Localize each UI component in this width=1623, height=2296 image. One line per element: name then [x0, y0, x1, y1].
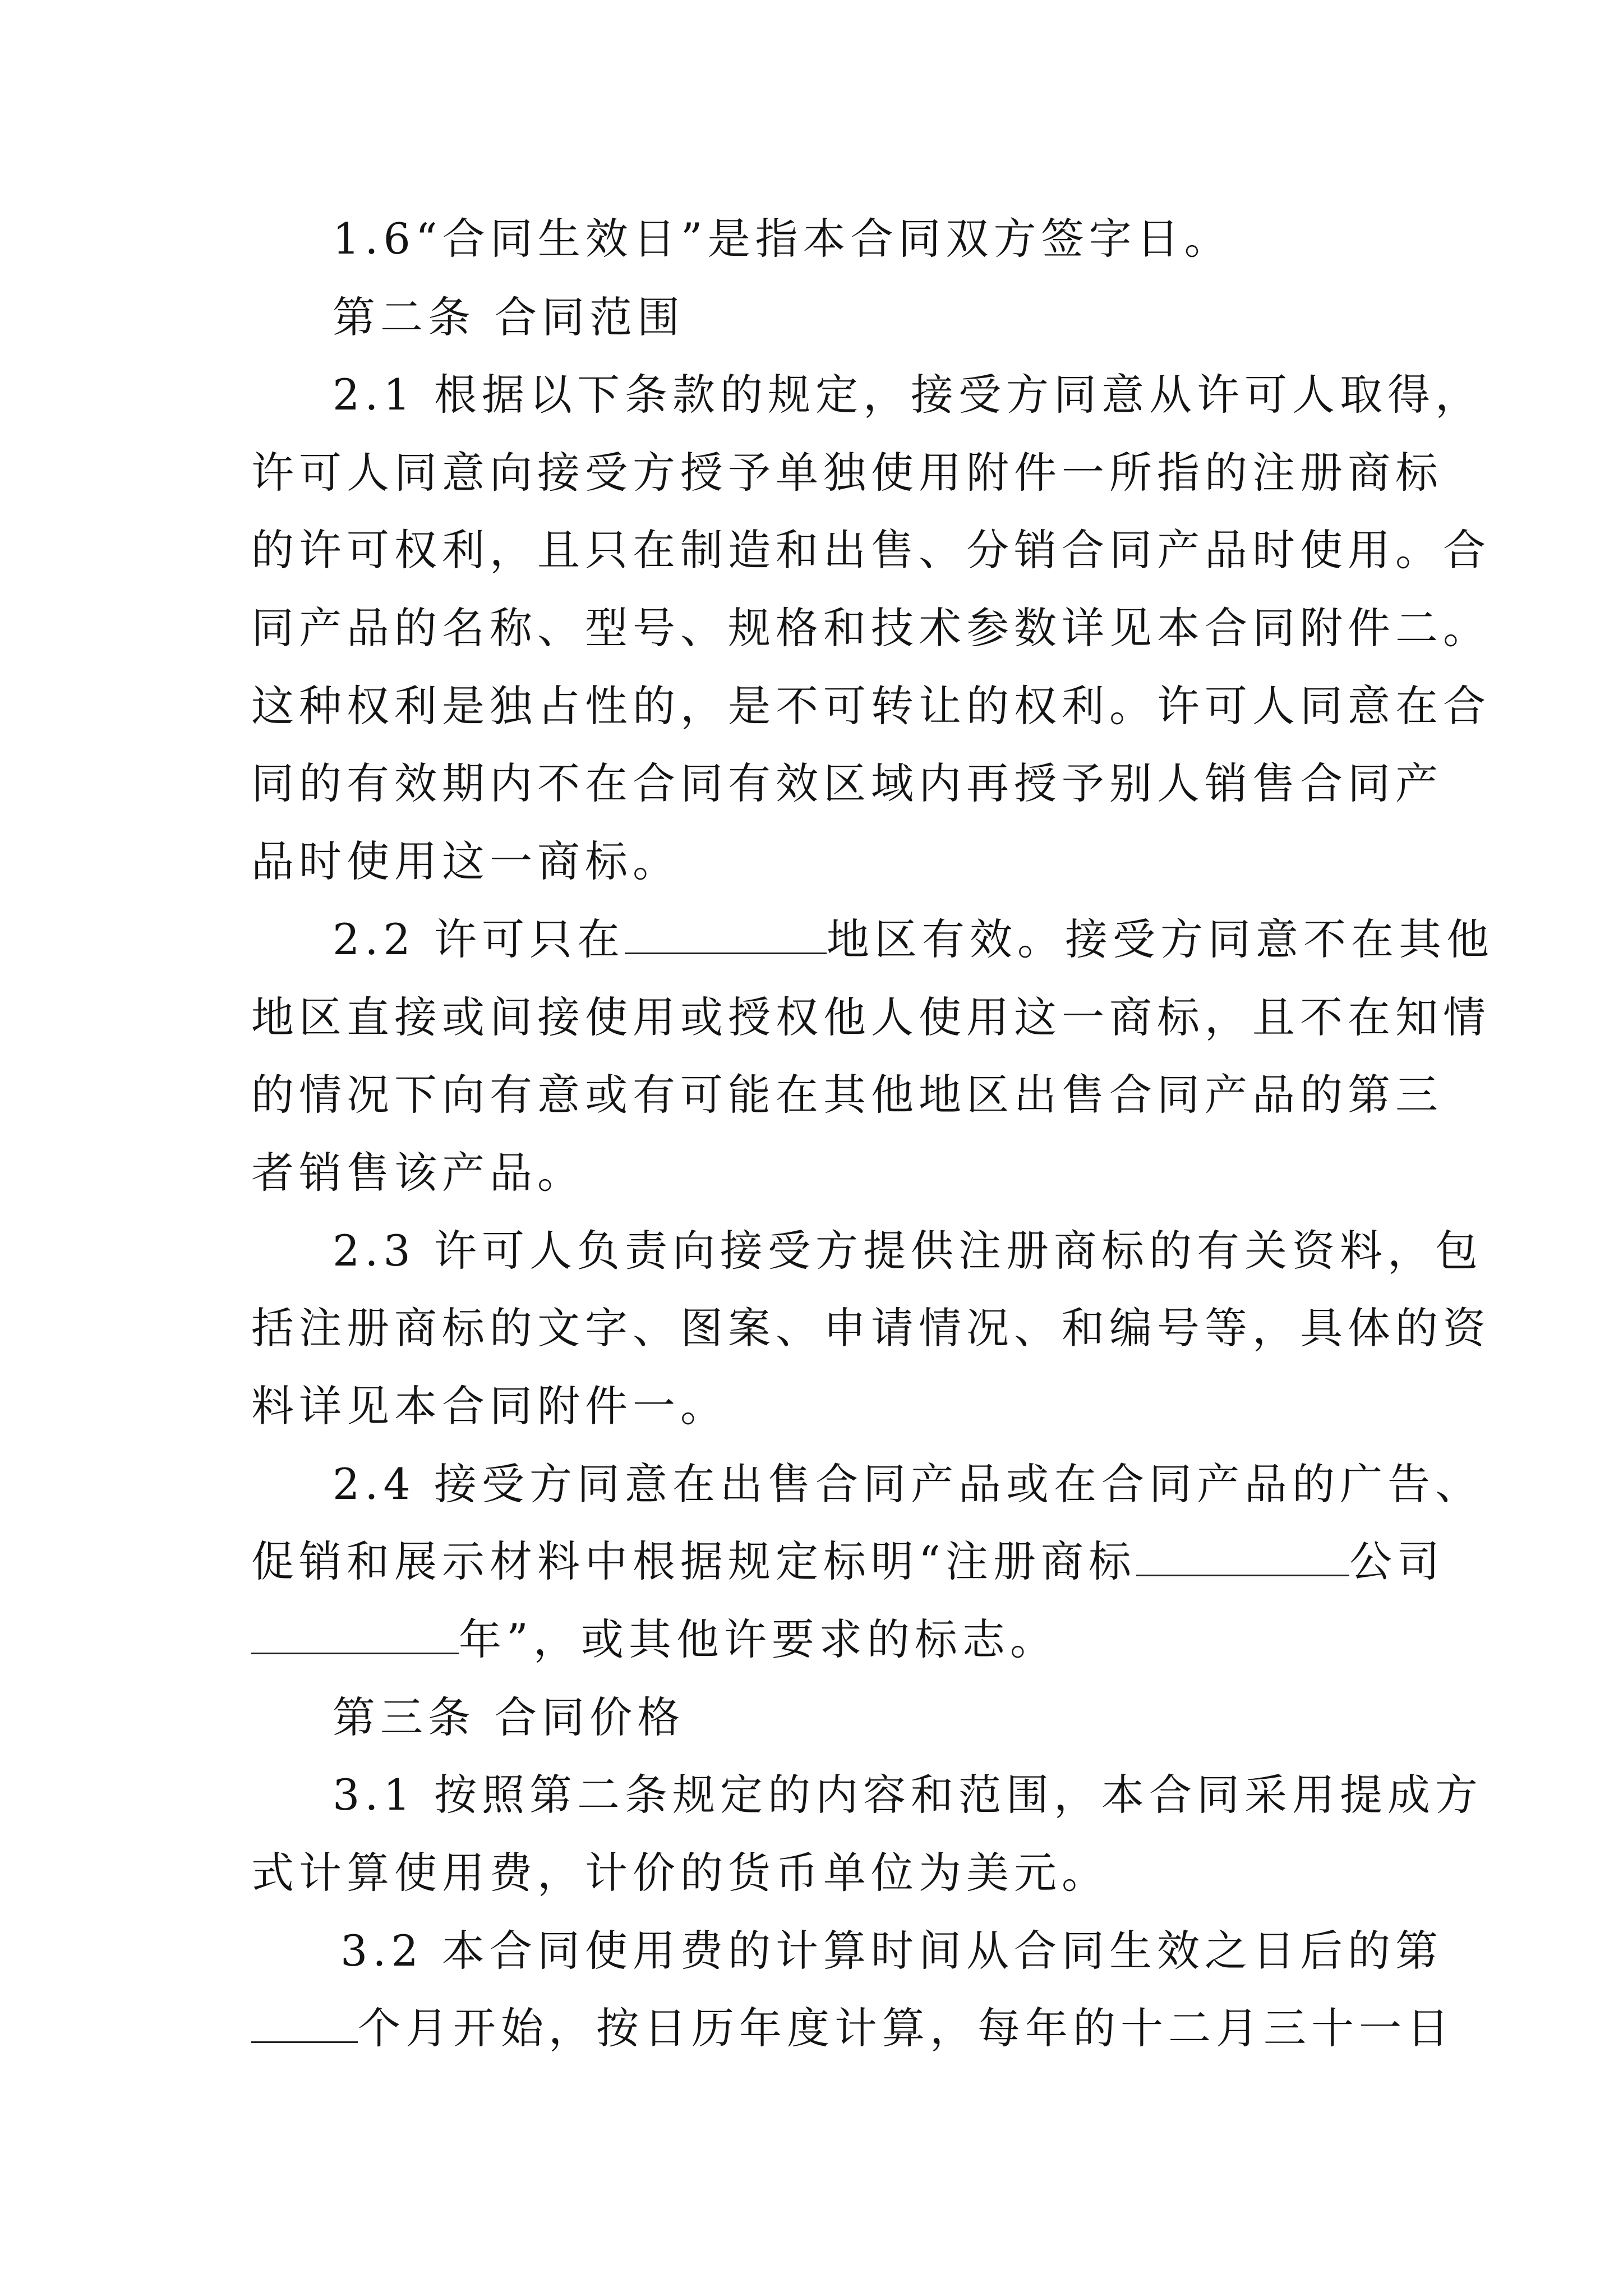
clause-2-4-line-2 — [251, 1535, 1445, 1589]
clause-2-4-line-3 — [251, 1613, 1058, 1667]
clause-2-1-line-3 — [251, 523, 1491, 577]
clause-2-1-line-6 — [251, 757, 1443, 811]
clause-text: 者销售该产品。 — [251, 1148, 585, 1198]
clause-text: 的许可权利，且只在制造和出售、分销合同产品时使用。合 — [251, 525, 1491, 575]
clause-text: 年”，或其他许要求的标志。 — [459, 1614, 1058, 1664]
clause-text: 2.1 根据以下条款的规定，接受方同意从许可人取得， — [333, 370, 1483, 420]
clause-3-2-line-2 — [251, 2001, 1454, 2055]
clause-3-1-line-1 — [333, 1768, 1483, 1822]
clause-text: 同的有效期内不在合同有效区域内再授予别人销售合同产 — [251, 758, 1443, 808]
clause-2-2-line-4 — [251, 1146, 585, 1200]
clause-text: 2.3 许可人负责向接受方提供注册商标的有关资料，包 — [333, 1226, 1483, 1276]
clause-2-1-line-2 — [251, 446, 1443, 500]
clause-text: 括注册商标的文字、图案、申请情况、和编号等，具体的资 — [251, 1303, 1491, 1353]
clause-text: 2.2 许可只在 — [333, 914, 625, 964]
clause-2-2-line-3 — [251, 1068, 1443, 1122]
clause-1-6 — [333, 212, 1232, 266]
clause-text: 料详见本合同附件一。 — [251, 1381, 728, 1431]
region-blank-field[interactable] — [625, 915, 827, 954]
clause-2-1-line-4 — [251, 601, 1491, 655]
clause-2-3-line-3 — [251, 1379, 728, 1433]
clause-text: 地区直接或间接使用或授权他人使用这一商标，且不在知情 — [251, 992, 1491, 1042]
heading-text: 第三条 合同价格 — [333, 1692, 685, 1742]
clause-text: 公司 — [1349, 1536, 1445, 1586]
clause-2-3-line-2 — [251, 1301, 1491, 1355]
heading-text: 第二条 合同范围 — [333, 292, 685, 342]
clause-2-1-line-7 — [251, 835, 680, 889]
clause-text: 许可人同意向接受方授予单独使用附件一所指的注册商标 — [251, 448, 1443, 498]
year-blank-field[interactable] — [251, 1616, 459, 1654]
clause-text: 促销和展示材料中根据规定标明“注册商标 — [251, 1536, 1136, 1586]
clause-text: 3.1 按照第二条规定的内容和范围，本合同采用提成方 — [333, 1770, 1483, 1820]
clause-text: 这种权利是独占性的，是不可转让的权利。许可人同意在合 — [251, 681, 1491, 731]
article-2-heading — [333, 291, 685, 344]
clause-text: 地区有效。接受方同意不在其他 — [827, 914, 1495, 964]
article-3-heading — [333, 1691, 685, 1745]
clause-2-2-line-1 — [333, 913, 1494, 967]
trademark-blank-field[interactable] — [1136, 1538, 1349, 1576]
clause-text: 式计算使用费，计价的货币单位为美元。 — [251, 1848, 1109, 1898]
clause-2-3-line-1 — [333, 1224, 1483, 1278]
clause-text: 1.6“合同生效日”是指本合同双方签字日。 — [333, 214, 1232, 264]
clause-text: 同产品的名称、型号、规格和技术参数详见本合同附件二。 — [251, 603, 1491, 653]
clause-3-1-line-2 — [251, 1846, 1109, 1900]
clause-2-2-line-2 — [251, 991, 1491, 1045]
clause-text: 3.2 本合同使用费的计算时间从合同生效之日后的第 — [340, 1926, 1444, 1976]
clause-2-4-line-1 — [333, 1457, 1483, 1511]
clause-text: 品时使用这一商标。 — [251, 836, 680, 886]
clause-3-2-line-1 — [340, 1924, 1443, 1978]
clause-2-1-line-1 — [333, 368, 1483, 422]
clause-text: 的情况下向有意或有可能在其他地区出售合同产品的第三 — [251, 1070, 1443, 1120]
month-blank-field[interactable] — [251, 2004, 358, 2043]
clause-text: 2.4 接受方同意在出售合同产品或在合同产品的广告、 — [333, 1459, 1483, 1509]
clause-2-1-line-5 — [251, 679, 1491, 733]
clause-text: 个月开始，按日历年度计算，每年的十二月三十一日 — [358, 2003, 1454, 2053]
